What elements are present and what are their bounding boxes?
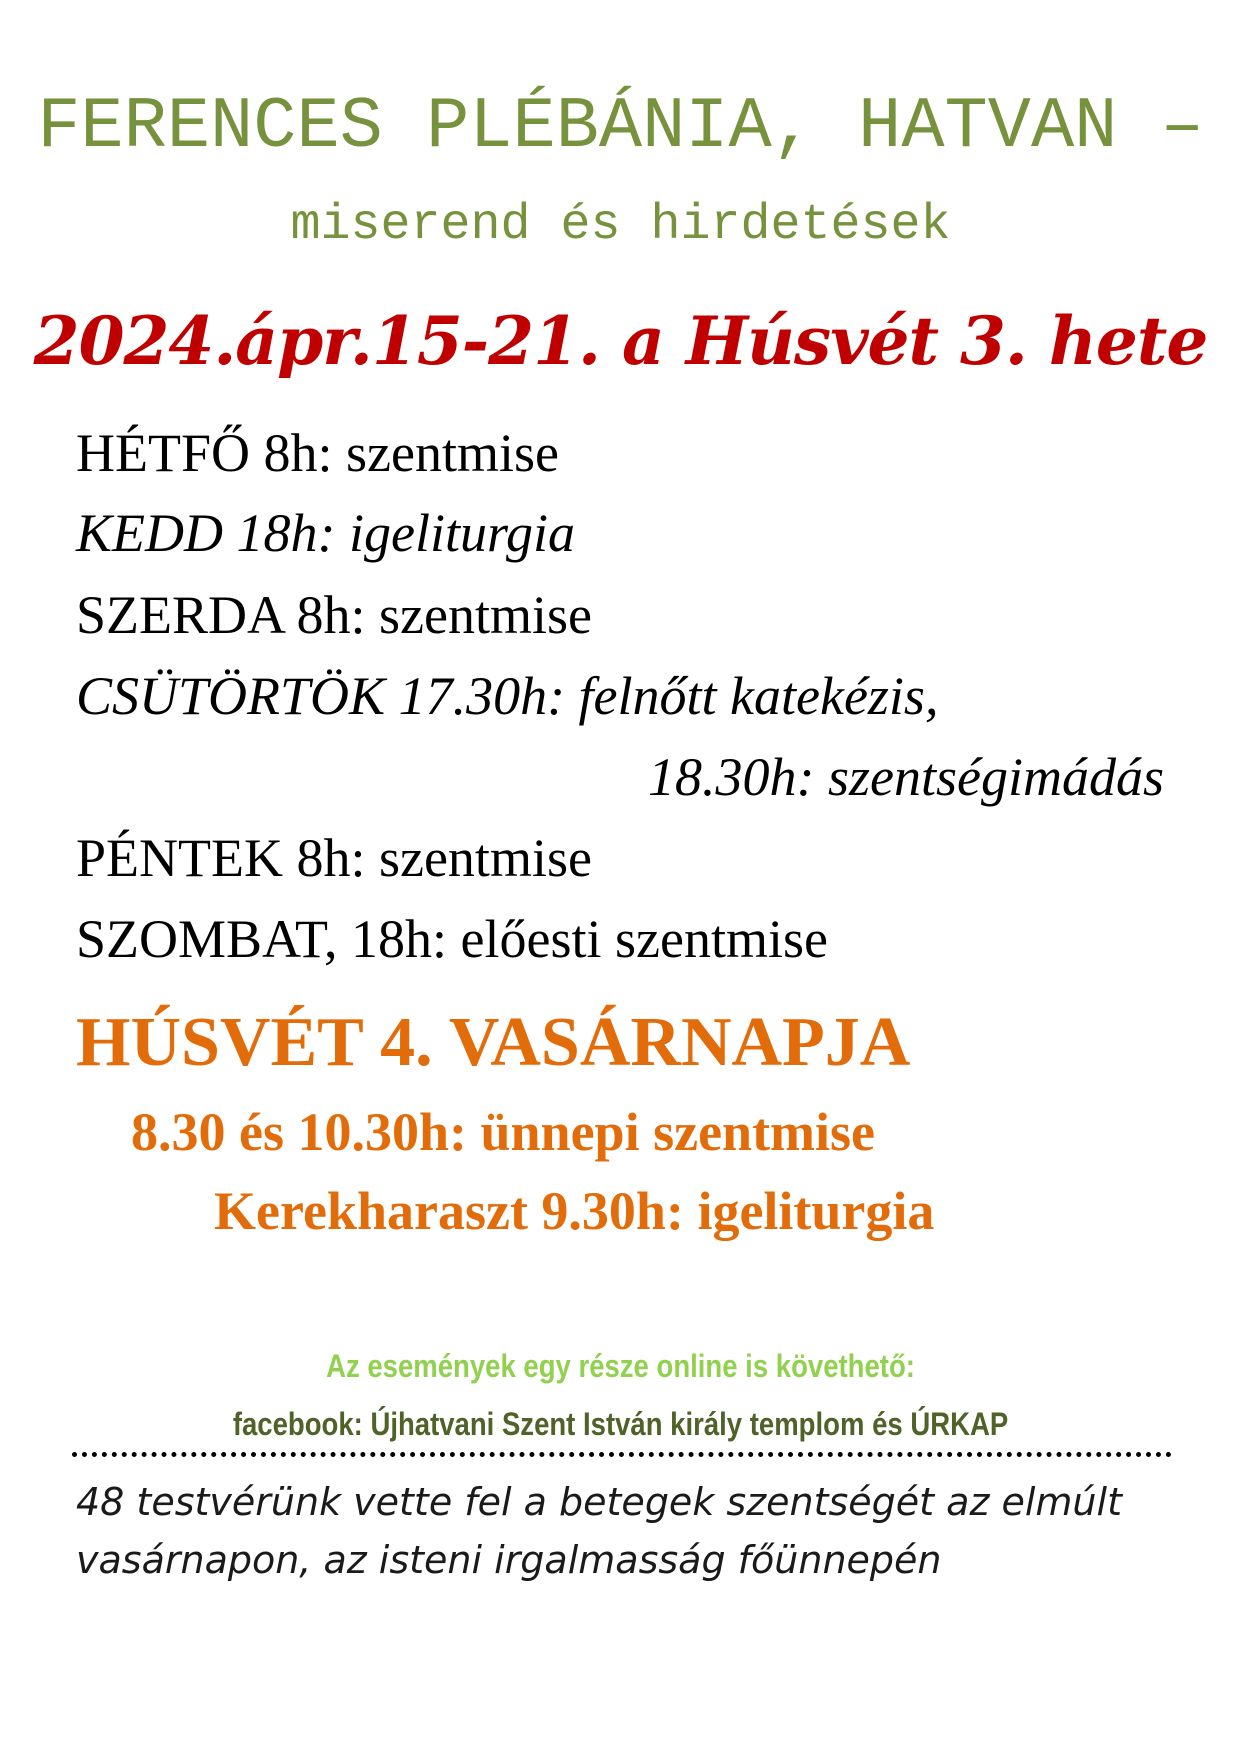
schedule-saturday: SZOMBAT, 18h: előesti szentmise xyxy=(76,909,828,969)
dotted-divider xyxy=(72,1452,1172,1457)
schedule-friday: PÉNTEK 8h: szentmise xyxy=(76,828,592,888)
page-subtitle: miserend és hirdetések xyxy=(290,197,951,254)
sunday-masses: 8.30 és 10.30h: ünnepi szentmise xyxy=(131,1102,876,1162)
schedule-monday: HÉTFŐ 8h: szentmise xyxy=(76,423,559,483)
schedule-tuesday: KEDD 18h: igeliturgia xyxy=(76,503,575,563)
page-title: FERENCES PLÉBÁNIA, HATVAN – xyxy=(37,86,1204,168)
week-heading: 2024.ápr.15-21. a Húsvét 3. hete xyxy=(33,302,1208,380)
sunday-kerekharaszt: Kerekharaszt 9.30h: igeliturgia xyxy=(214,1181,935,1241)
schedule-thursday-adoration: 18.30h: szentségimádás xyxy=(648,747,1164,807)
sunday-heading: HÚSVÉT 4. VASÁRNAPJA xyxy=(76,1004,911,1081)
announcement-line-2: vasárnapon, az isteni irgalmasság főünnepén xyxy=(76,1538,942,1582)
announcement-line-1: 48 testvérünk vette fel a betegek szentségét az elmúlt xyxy=(76,1480,1122,1524)
schedule-thursday: CSÜTÖRTÖK 17.30h: felnőtt katekézis, xyxy=(76,666,939,726)
online-notice: Az események egy része online is követhető: xyxy=(326,1348,915,1384)
schedule-wednesday: SZERDA 8h: szentmise xyxy=(76,585,592,645)
facebook-notice: facebook: Újhatvani Szent István király templom és ÚRKAP xyxy=(232,1406,1009,1442)
